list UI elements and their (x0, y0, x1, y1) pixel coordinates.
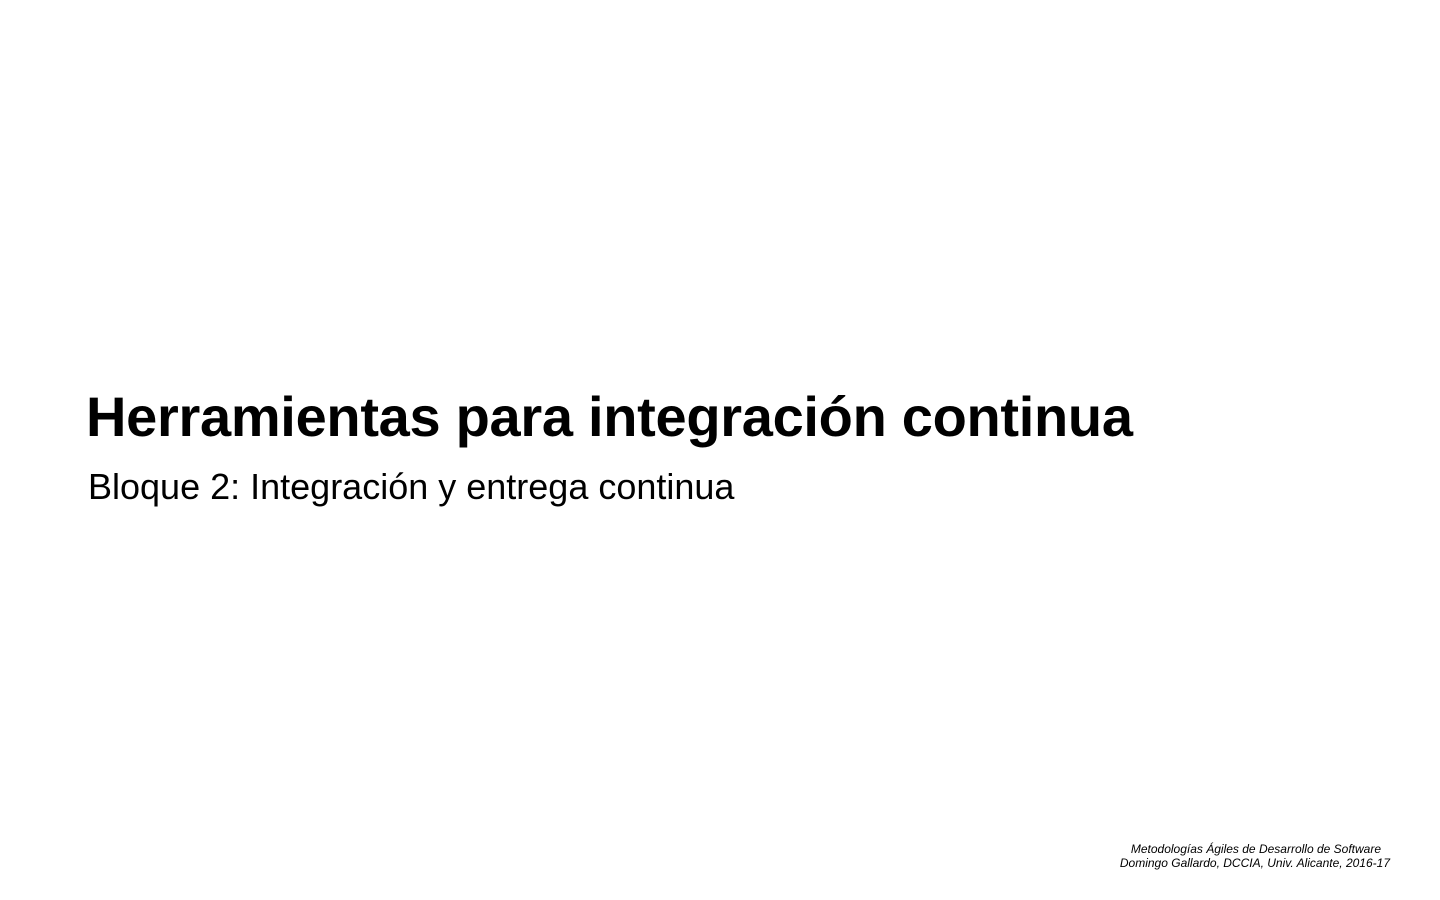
slide-subtitle: Bloque 2: Integración y entrega continua (88, 466, 735, 507)
footer-author: Domingo Gallardo, DCCIA, Univ. Alicante, 2016-17 (1119, 856, 1390, 870)
slide-title: Herramientas para integración continua (86, 385, 1133, 448)
footer-course: Metodologías Ágiles de Desarrollo de Software (1130, 842, 1381, 856)
slide-footer (1120, 842, 1390, 870)
